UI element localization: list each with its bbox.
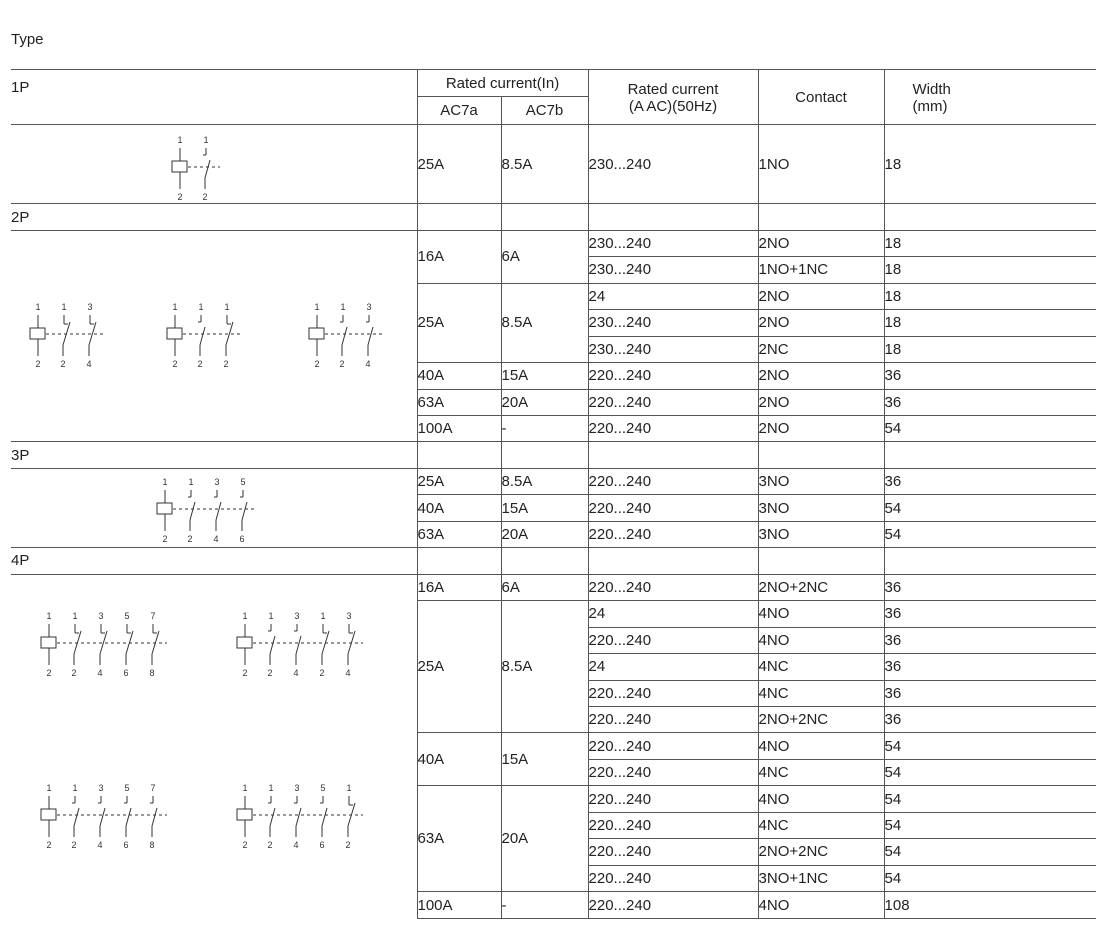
contact-value: 2NO <box>758 283 884 309</box>
terminal-label: 1 <box>203 134 209 145</box>
width-value: 54 <box>884 865 1096 891</box>
width-value: 18 <box>884 283 1096 309</box>
terminal-label: 4 <box>97 839 103 850</box>
header-contact-label: Contact <box>795 89 847 106</box>
width-value: 36 <box>884 654 1096 680</box>
terminal-label: 1 <box>320 610 326 621</box>
terminal-label: 1 <box>340 301 346 312</box>
terminal-label: 2 <box>339 358 345 369</box>
spec-table <box>11 69 1096 919</box>
voltage-value: 230...240 <box>588 310 758 336</box>
voltage-value: 230...240 <box>588 336 758 362</box>
terminal-label: 2 <box>71 839 77 850</box>
terminal-label: 4 <box>293 667 299 678</box>
header-row <box>11 70 1096 97</box>
ac7a-value: 100A <box>417 415 501 441</box>
terminal-label: 6 <box>319 839 325 850</box>
voltage-value: 230...240 <box>588 124 758 203</box>
terminal-label: 6 <box>123 667 129 678</box>
terminal-label: 3 <box>366 301 372 312</box>
ac7b-value: 6A <box>501 230 588 283</box>
header-width-line1: Width <box>912 81 951 98</box>
terminal-label: 2 <box>242 839 248 850</box>
section-empty-cell <box>588 548 758 574</box>
section-empty-cell <box>758 548 884 574</box>
width-value: 36 <box>884 680 1096 706</box>
ac7a-value: 25A <box>417 124 501 203</box>
terminal-label: 1 <box>177 134 183 145</box>
terminal-label: 1 <box>242 782 248 793</box>
terminal-label: 1 <box>314 301 320 312</box>
contact-value: 4NO <box>758 892 884 919</box>
table-row <box>11 230 1096 256</box>
voltage-value: 230...240 <box>588 230 758 256</box>
voltage-value: 220...240 <box>588 865 758 891</box>
contact-value: 4NC <box>758 680 884 706</box>
section-row <box>11 442 1096 468</box>
header-ac7b: AC7b <box>501 97 588 124</box>
section-empty-cell <box>501 548 588 574</box>
diagram-cell-2p <box>11 230 417 442</box>
terminal-label: 1 <box>46 610 52 621</box>
section-empty-cell <box>884 204 1096 230</box>
ac7a-value: 25A <box>417 601 501 733</box>
terminal-label: 2 <box>177 191 183 202</box>
wiring-diagram-d3p <box>149 475 265 545</box>
voltage-value: 220...240 <box>588 627 758 653</box>
terminal-label: 3 <box>294 610 300 621</box>
contact-value: 4NO <box>758 627 884 653</box>
voltage-value: 220...240 <box>588 733 758 759</box>
table-row <box>11 468 1096 494</box>
width-value: 54 <box>884 733 1096 759</box>
terminal-label: 1 <box>72 782 78 793</box>
voltage-value: 220...240 <box>588 521 758 547</box>
voltage-value: 220...240 <box>588 839 758 865</box>
wiring-diagram-d2p-b <box>159 300 249 370</box>
terminal-label: 6 <box>239 533 245 544</box>
voltage-value: 230...240 <box>588 257 758 283</box>
width-value: 36 <box>884 574 1096 600</box>
width-value: 36 <box>884 363 1096 389</box>
ac7b-value: 8.5A <box>501 124 588 203</box>
ac7b-value: 20A <box>501 786 588 892</box>
header-width-line2: (mm) <box>912 98 948 115</box>
wiring-diagram-d2p-a <box>22 300 112 370</box>
ac7b-value: 8.5A <box>501 601 588 733</box>
width-value: 18 <box>884 310 1096 336</box>
contact-value: 4NC <box>758 654 884 680</box>
ac7a-value: 63A <box>417 389 501 415</box>
width-value: 36 <box>884 627 1096 653</box>
terminal-label: 2 <box>172 358 178 369</box>
terminal-label: 4 <box>365 358 371 369</box>
voltage-value: 220...240 <box>588 786 758 812</box>
voltage-value: 220...240 <box>588 892 758 919</box>
diagram-cell-3p <box>11 468 417 547</box>
terminal-label: 7 <box>150 610 156 621</box>
section-empty-cell <box>417 204 501 230</box>
voltage-value: 24 <box>588 654 758 680</box>
voltage-value: 220...240 <box>588 415 758 441</box>
voltage-value: 220...240 <box>588 759 758 785</box>
section-empty-cell <box>758 442 884 468</box>
ac7a-value: 100A <box>417 892 501 919</box>
terminal-label: 5 <box>240 476 246 487</box>
terminal-label: 8 <box>149 667 155 678</box>
terminal-label: 4 <box>86 358 92 369</box>
section-empty-cell <box>588 442 758 468</box>
terminal-label: 1 <box>72 610 78 621</box>
voltage-value: 24 <box>588 601 758 627</box>
type-label: Type <box>11 31 44 48</box>
section-label-1p: 1P <box>11 79 30 96</box>
ac7b-value: 20A <box>501 521 588 547</box>
contact-value: 4NO <box>758 601 884 627</box>
ac7a-value: 25A <box>417 468 501 494</box>
terminal-label: 2 <box>60 358 66 369</box>
terminal-label: 1 <box>224 301 230 312</box>
section-empty-cell <box>501 204 588 230</box>
width-value: 36 <box>884 706 1096 732</box>
voltage-value: 24 <box>588 283 758 309</box>
ac7b-value: 8.5A <box>501 468 588 494</box>
ac7a-value: 25A <box>417 283 501 362</box>
diagram-cell-4p <box>11 574 417 918</box>
wiring-diagram-d4p-d <box>229 781 371 851</box>
ac7a-value: 16A <box>417 574 501 600</box>
terminal-label: 2 <box>35 358 41 369</box>
width-value: 54 <box>884 786 1096 812</box>
wiring-diagram-d4p-c <box>33 781 175 851</box>
terminal-label: 1 <box>268 782 274 793</box>
section-empty-cell <box>758 204 884 230</box>
contact-value: 4NO <box>758 786 884 812</box>
width-value: 54 <box>884 415 1096 441</box>
contact-value: 3NO+1NC <box>758 865 884 891</box>
wiring-diagram-d2p-c <box>301 300 391 370</box>
ac7a-value: 16A <box>417 230 501 283</box>
width-value: 108 <box>884 892 1096 919</box>
header-ac7a: AC7a <box>417 97 501 124</box>
width-value: 18 <box>884 124 1096 203</box>
terminal-label: 3 <box>346 610 352 621</box>
terminal-label: 6 <box>123 839 129 850</box>
contact-value: 3NO <box>758 495 884 521</box>
section-empty-cell <box>588 204 758 230</box>
contact-value: 2NO+2NC <box>758 706 884 732</box>
terminal-label: 3 <box>87 301 93 312</box>
table-row <box>11 574 1096 600</box>
voltage-value: 220...240 <box>588 680 758 706</box>
terminal-label: 2 <box>187 533 193 544</box>
terminal-label: 2 <box>223 358 229 369</box>
terminal-label: 1 <box>268 610 274 621</box>
ac7b-value: 15A <box>501 733 588 786</box>
ac7a-value: 40A <box>417 495 501 521</box>
voltage-value: 220...240 <box>588 574 758 600</box>
terminal-label: 2 <box>71 667 77 678</box>
terminal-label: 4 <box>293 839 299 850</box>
terminal-label: 5 <box>124 610 130 621</box>
terminal-label: 1 <box>46 782 52 793</box>
ac7a-value: 40A <box>417 733 501 786</box>
terminal-label: 7 <box>150 782 156 793</box>
terminal-label: 1 <box>198 301 204 312</box>
contact-value: 2NO <box>758 389 884 415</box>
terminal-label: 2 <box>267 839 273 850</box>
ac7b-value: - <box>501 892 588 919</box>
header-width <box>884 70 1096 125</box>
terminal-label: 1 <box>172 301 178 312</box>
voltage-value: 220...240 <box>588 706 758 732</box>
contact-value: 2NO+2NC <box>758 574 884 600</box>
voltage-value: 220...240 <box>588 468 758 494</box>
width-value: 18 <box>884 257 1096 283</box>
contact-value: 2NO <box>758 230 884 256</box>
ac7b-value: 8.5A <box>501 283 588 362</box>
voltage-value: 220...240 <box>588 812 758 838</box>
section-row <box>11 204 1096 230</box>
terminal-label: 1 <box>61 301 67 312</box>
terminal-label: 2 <box>319 667 325 678</box>
terminal-label: 8 <box>149 839 155 850</box>
terminal-label: 3 <box>98 610 104 621</box>
terminal-label: 2 <box>162 533 168 544</box>
terminal-label: 2 <box>267 667 273 678</box>
section-empty-cell <box>884 548 1096 574</box>
width-value: 54 <box>884 495 1096 521</box>
ac7a-value: 40A <box>417 363 501 389</box>
contact-value: 1NO+1NC <box>758 257 884 283</box>
header-rated-voltage-line1: Rated current <box>627 81 719 98</box>
terminal-label: 5 <box>320 782 326 793</box>
section-row <box>11 548 1096 574</box>
header-contact <box>758 70 884 125</box>
width-value: 36 <box>884 468 1096 494</box>
terminal-label: 1 <box>35 301 41 312</box>
contact-value: 3NO <box>758 521 884 547</box>
terminal-label: 5 <box>124 782 130 793</box>
header-type-cell <box>11 70 417 125</box>
contact-value: 2NO <box>758 363 884 389</box>
header-rated-voltage <box>588 70 758 125</box>
contact-value: 2NO+2NC <box>758 839 884 865</box>
contact-value: 2NO <box>758 310 884 336</box>
wiring-diagram-d1p <box>164 133 228 203</box>
section-empty-cell <box>884 442 1096 468</box>
contact-value: 2NC <box>758 336 884 362</box>
ac7b-value: 6A <box>501 574 588 600</box>
section-label-4p: 4P <box>11 548 417 574</box>
ac7b-value: 15A <box>501 363 588 389</box>
ac7a-value: 63A <box>417 521 501 547</box>
contact-value: 1NO <box>758 124 884 203</box>
table-row <box>11 124 1096 203</box>
terminal-label: 3 <box>294 782 300 793</box>
terminal-label: 3 <box>214 476 220 487</box>
ac7b-value: 20A <box>501 389 588 415</box>
header-rated-voltage-line2: (A AC)(50Hz) <box>628 98 718 115</box>
terminal-label: 1 <box>188 476 194 487</box>
terminal-label: 2 <box>202 191 208 202</box>
terminal-label: 2 <box>314 358 320 369</box>
contact-value: 4NC <box>758 812 884 838</box>
width-value: 54 <box>884 839 1096 865</box>
width-value: 18 <box>884 230 1096 256</box>
wiring-diagram-d4p-b <box>229 609 371 679</box>
terminal-label: 2 <box>345 839 351 850</box>
contact-value: 4NC <box>758 759 884 785</box>
section-empty-cell <box>417 548 501 574</box>
terminal-label: 1 <box>346 782 352 793</box>
width-value: 36 <box>884 389 1096 415</box>
voltage-value: 220...240 <box>588 363 758 389</box>
width-value: 36 <box>884 601 1096 627</box>
terminal-label: 2 <box>46 839 52 850</box>
terminal-label: 4 <box>345 667 351 678</box>
terminal-label: 2 <box>197 358 203 369</box>
ac7b-value: - <box>501 415 588 441</box>
ac7a-value: 63A <box>417 786 501 892</box>
width-value: 18 <box>884 336 1096 362</box>
contact-value: 4NO <box>758 733 884 759</box>
width-value: 54 <box>884 521 1096 547</box>
voltage-value: 220...240 <box>588 389 758 415</box>
section-label-3p: 3P <box>11 442 417 468</box>
terminal-label: 2 <box>242 667 248 678</box>
terminal-label: 2 <box>46 667 52 678</box>
diagram-cell-1p <box>11 124 417 203</box>
voltage-value: 220...240 <box>588 495 758 521</box>
ac7b-value: 15A <box>501 495 588 521</box>
width-value: 54 <box>884 759 1096 785</box>
terminal-label: 4 <box>213 533 219 544</box>
contact-value: 2NO <box>758 415 884 441</box>
section-empty-cell <box>417 442 501 468</box>
section-label-2p: 2P <box>11 204 417 230</box>
contact-value: 3NO <box>758 468 884 494</box>
terminal-label: 3 <box>98 782 104 793</box>
terminal-label: 1 <box>162 476 168 487</box>
width-value: 54 <box>884 812 1096 838</box>
terminal-label: 4 <box>97 667 103 678</box>
header-rated-current-in: Rated current(In) <box>417 70 588 97</box>
wiring-diagram-d4p-a <box>33 609 175 679</box>
section-empty-cell <box>501 442 588 468</box>
terminal-label: 1 <box>242 610 248 621</box>
